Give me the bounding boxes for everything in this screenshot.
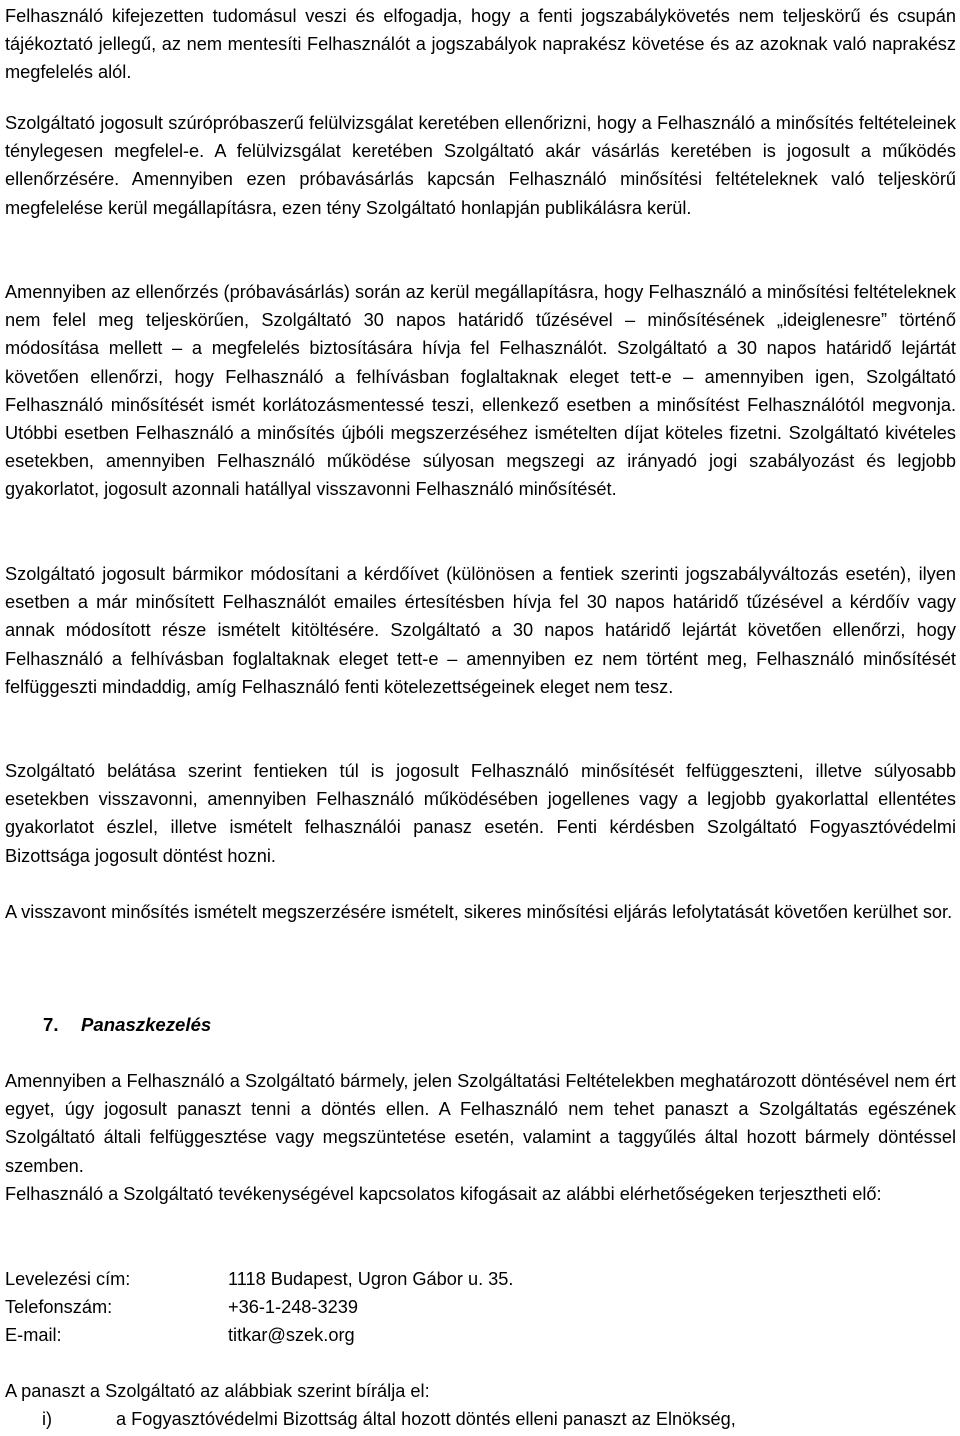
paragraph-questionnaire-change: Szolgáltató jogosult bármikor módosítani a kérdőívet (különösen a fentiek szerinti jogszabályváltozás esetén), ilyen esetben a már minősített Felhasználót emailes értesítésben hívja fel 30 napos határidő tűzésével a kérdőív vagy annak módosított része ismételt kitöltésére. Szolgáltató a 30 napos határidő lejártát követően ellenőrzi, hogy Felhasználó a felhívásban foglaltaknak eleget tett-e – amennyiben ez nem történt meg, Felhasználó minősítését felfüggeszti mindaddig, amíg Felhasználó fenti kötelezettségeinek eleget nem tesz.	[5, 564, 956, 697]
section-number: 7.	[43, 1014, 59, 1035]
paragraph-complaint-right: Amennyiben a Felhasználó a Szolgáltató bármely, jelen Szolgáltatási Feltételekben meghatározott döntésével nem ért egyet, úgy jogosult panaszt tenni a döntés ellen. A Felhasználó nem tehet panaszt a Szolgáltatás egészének Szolgáltató általi felfüggesztése vagy megszüntetése esetén, valamint a taggyűlés által hozott bármely döntéssel szemben.	[5, 1071, 956, 1176]
paragraph-spot-check: Szolgáltató jogosult szúrópróbaszerű felülvizsgálat keretében ellenőrizni, hogy a Felhasználó a minősítés feltételeinek ténylegesen megfelel-e. A felülvizsgálat keretében Szolgáltató akár vásárlás keretében is jogosult a működés ellenőrzésére. Amennyiben ezen próbavásárlás kapcsán Felhasználó minősítési feltételeknek való teljeskörű megfelelése kerül megállapításra, ezen tény Szolgáltató honlapján publikálásra kerül.	[5, 113, 956, 218]
list-item-marker: i)	[42, 1409, 53, 1429]
contact-value-address: 1118 Budapest, Ugron Gábor u. 35.	[228, 1269, 514, 1289]
paragraph-contact-intro: Felhasználó a Szolgáltató tevékenységével kapcsolatos kifogásait az alábbi elérhetőségeken terjesztheti elő:	[5, 1184, 882, 1204]
section-heading	[43, 1011, 211, 1039]
contact-value-phone: +36-1-248-3239	[228, 1297, 358, 1317]
list-item-text: a Fogyasztóvédelmi Bizottság által hozott döntés elleni panaszt az Elnökség,	[116, 1409, 736, 1429]
contact-value-email: titkar@szek.org	[228, 1325, 355, 1345]
paragraph-suspension: Szolgáltató belátása szerint fentieken túl is jogosult Felhasználó minősítését felfüggeszteni, illetve súlyosabb esetekben visszavonni, amennyiben Felhasználó működésében jogellenes vagy a legjobb gyakorlattal ellentétes gyakorlatot észlel, illetve ismételt felhasználói panasz esetén. Fenti kérdésben Szolgáltató Fogyasztóvédelmi Bizottsága jogosult döntést hozni.	[5, 761, 956, 866]
contact-label: E-mail:	[5, 1325, 62, 1345]
section-title: Panaszkezelés	[81, 1014, 212, 1035]
contact-label: Levelezési cím:	[5, 1269, 131, 1289]
paragraph-compliance-disclaimer: Felhasználó kifejezetten tudomásul veszi és elfogadja, hogy a fenti jogszabálykövetés nem teljeskörű és csupán tájékoztató jellegű, az nem mentesíti Felhasználót a jogszabályok naprakész követése és az azoknak való naprakész megfelelés alól.	[5, 6, 956, 83]
contact-label: Telefonszám:	[5, 1297, 113, 1317]
review-intro-text: A panaszt a Szolgáltató az alábbiak szerint bírálja el:	[5, 1381, 430, 1401]
paragraph-reacquire: A visszavont minősítés ismételt megszerzésére ismételt, sikeres minősítési eljárás lefolytatását követően kerülhet sor.	[5, 902, 953, 922]
paragraph-noncompliance: Amennyiben az ellenőrzés (próbavásárlás) során az kerül megállapításra, hogy Felhasználó a minősítési feltételeknek nem felel meg teljeskörűen, Szolgáltató 30 napos határidő tűzésével – minősítésének „ideiglenesre” történő módosítása mellett – a megfelelés biztosítására hívja fel Felhasználót. Szolgáltató a 30 napos határidő lejártát követően ellenőrzi, hogy Felhasználó a felhívásban foglaltaknak eleget tett-e – amennyiben igen, Szolgáltató Felhasználó minősítését ismét korlátozásmentessé teszi, ellenkező esetben a minősítést Felhasználótól megvonja. Utóbbi esetben Felhasználó a minősítés újbóli megszerzéséhez ismételten díjat köteles fizetni. Szolgáltató kivételes esetekben, amennyiben Felhasználó működése súlyosan megszegi az irányadó jogi szabályozást és legjobb gyakorlatot, jogosult azonnali hatállyal visszavonni Felhasználó minősítését.	[5, 282, 956, 500]
